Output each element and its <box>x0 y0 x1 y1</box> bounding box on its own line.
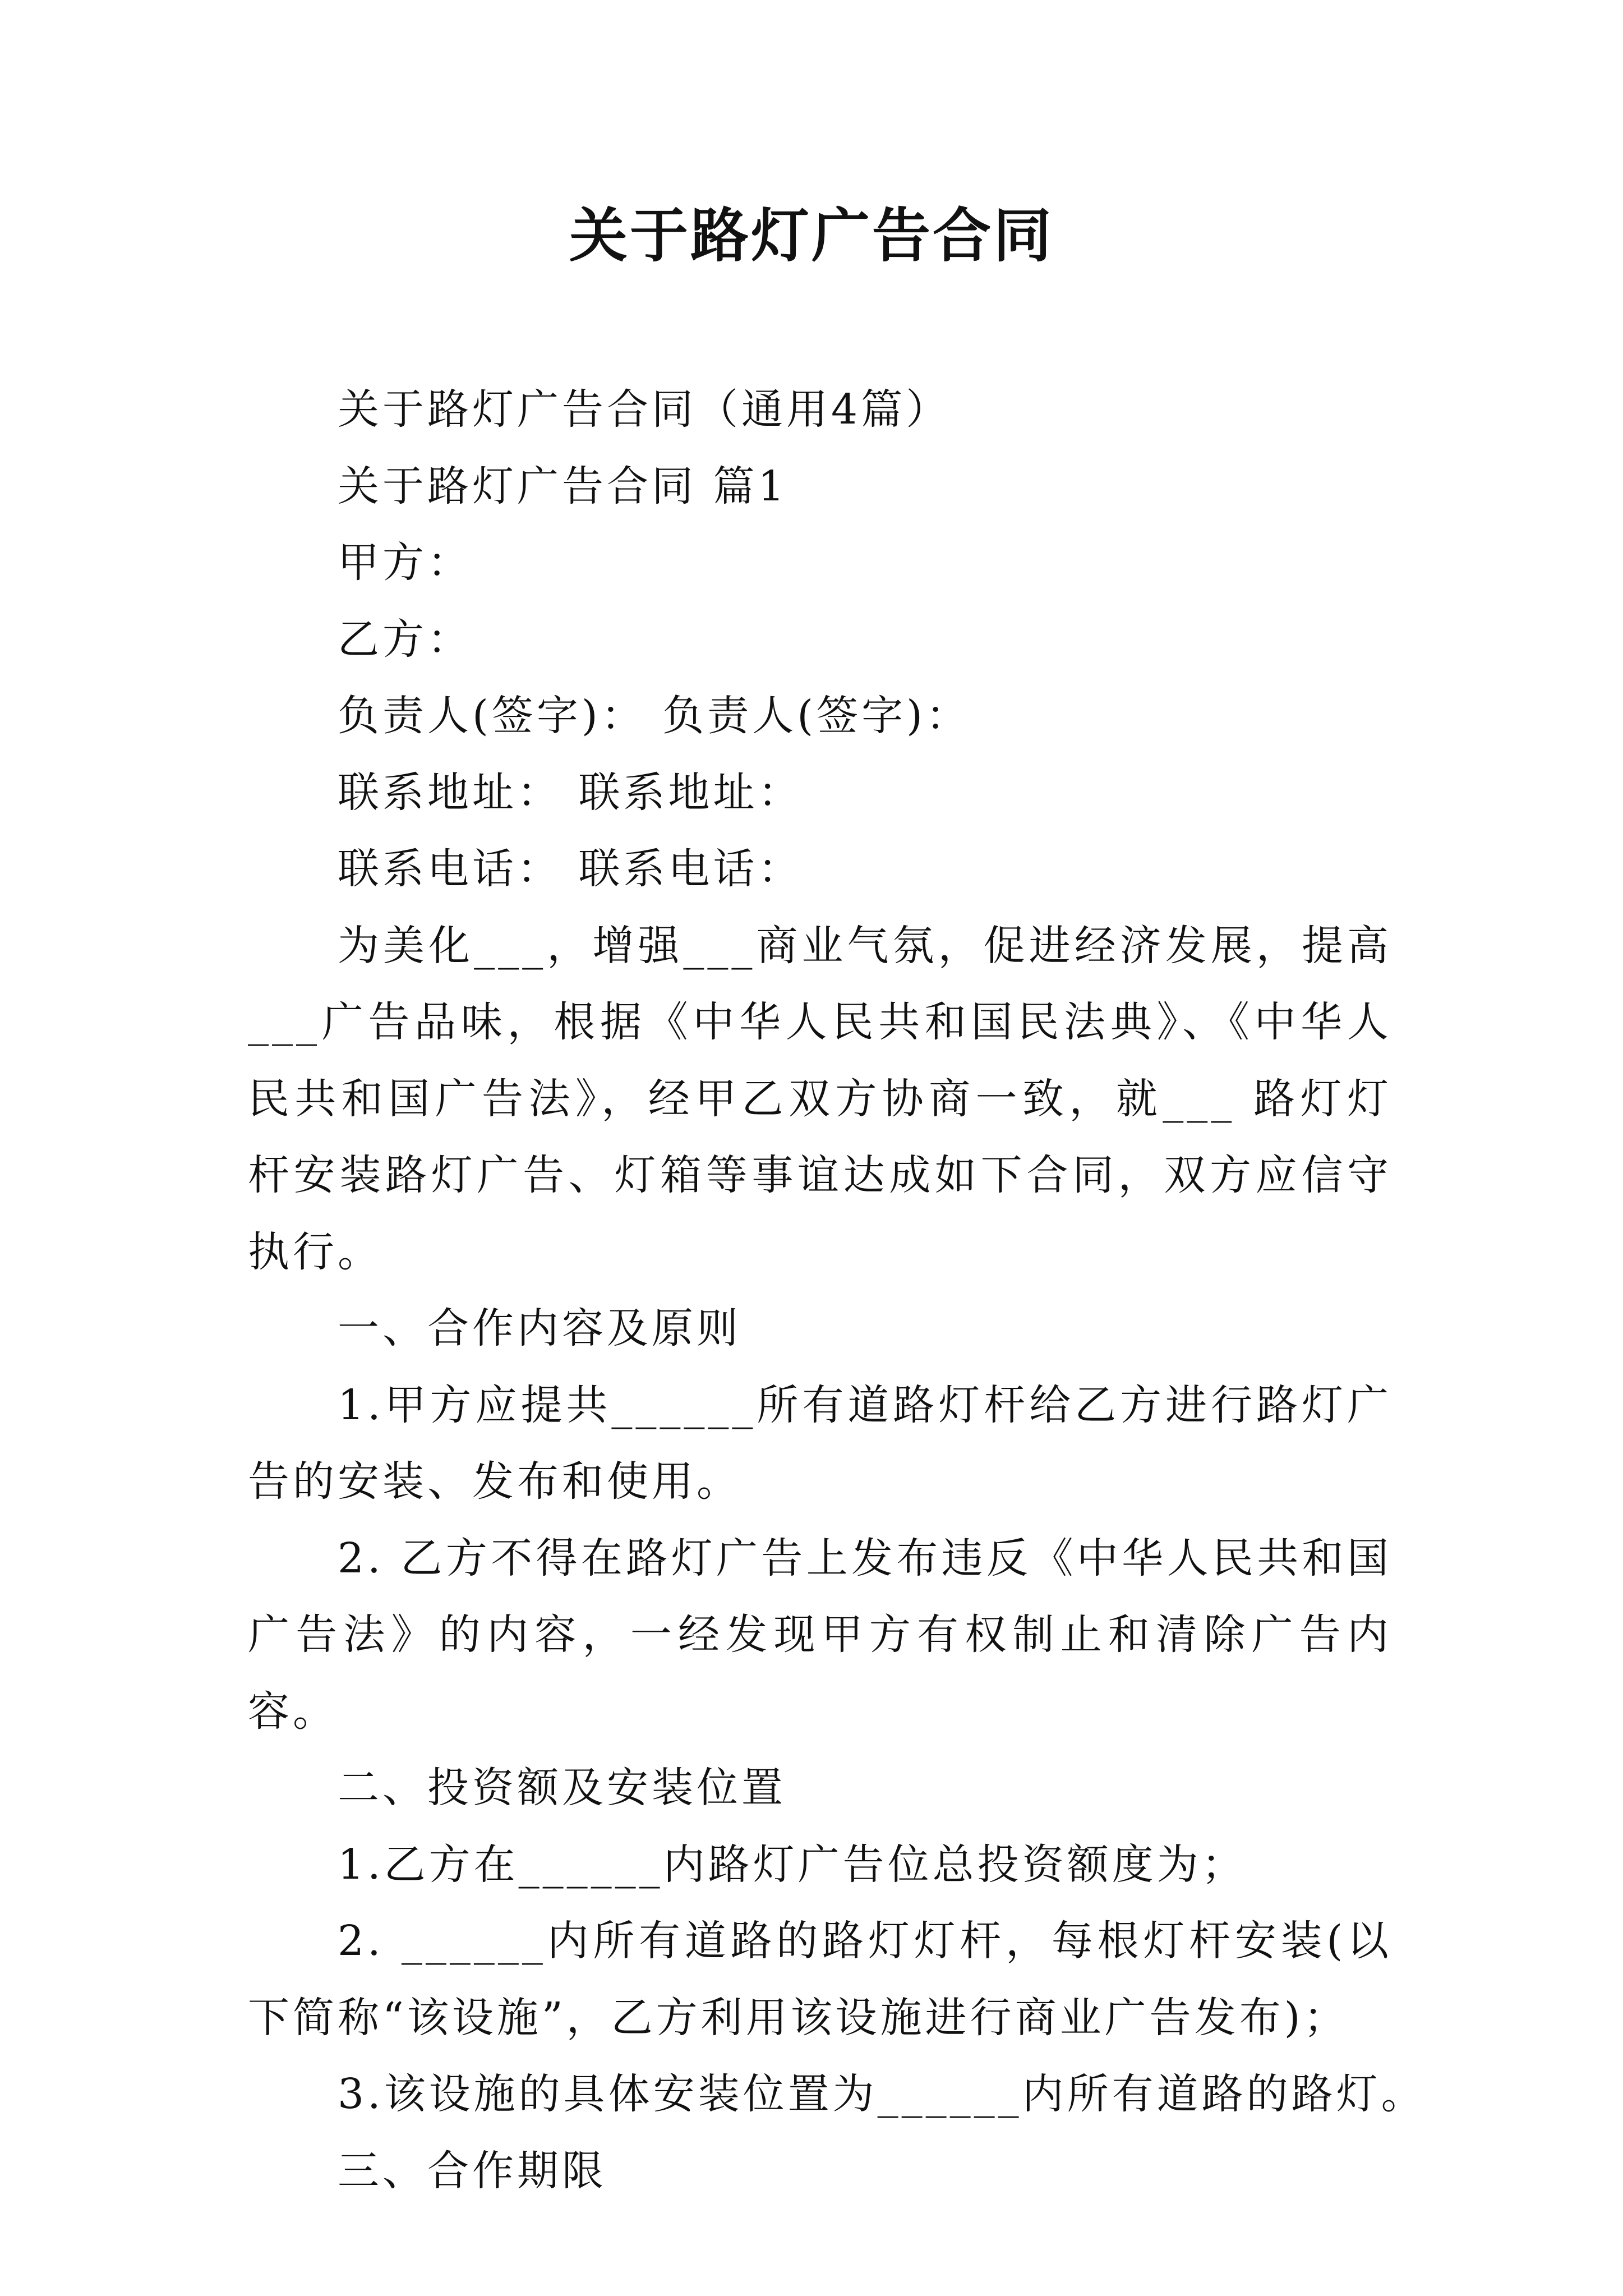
clause-1-2: 2. 乙方不得在路灯广告上发布违反《中华人民共和国广告法》的内容，一经发现甲方有权制止和清除广告内容。 <box>248 1534 1392 1736</box>
address-line: 联系地址： 联系地址： <box>338 768 803 817</box>
clause-1-1: 1.甲方应提共______所有道路灯杆给乙方进行路灯广告的安装、发布和使用。 <box>248 1381 1392 1506</box>
phone-line: 联系电话： 联系电话： <box>338 845 803 893</box>
clause-heading-2: 二、投资额及安装位置 <box>338 1764 786 1812</box>
preamble-paragraph: 为美化___，增强___商业气氛，促进经济发展，提高___广告品味，根据《中华人民共和国民法典》、《中华人民共和国广告法》，经甲乙双方协商一致，就___ 路灯灯杆安装路灯广告、灯箱等事谊达成如下合同，双方应信守执行。 <box>248 921 1392 1276</box>
document-title: 关于路灯广告合同 <box>569 201 1054 270</box>
clause-2-2: 2. ______内所有道路的路灯灯杆，每根灯杆安装(以下简称“该设施”，乙方利用该设施进行商业广告发布)； <box>248 1917 1392 2042</box>
signatory-line: 负责人(签字)： 负责人(签字)： <box>338 692 971 740</box>
clause-heading-3: 三、合作期限 <box>338 2146 607 2195</box>
document-body <box>248 371 1426 2209</box>
clause-2-1: 1.乙方在______内路灯广告位总投资额度为； <box>338 1840 1247 1889</box>
clause-2-3: 3.该设施的具体安装位置为______内所有道路的路灯。 <box>338 2070 1426 2118</box>
clause-heading-1: 一、合作内容及原则 <box>338 1304 741 1352</box>
party-a-line: 甲方： <box>338 539 472 587</box>
section-heading: 关于路灯广告合同 篇1 <box>338 462 788 510</box>
document-subtitle: 关于路灯广告合同（通用4篇） <box>338 385 951 434</box>
party-b-line: 乙方： <box>338 615 472 664</box>
